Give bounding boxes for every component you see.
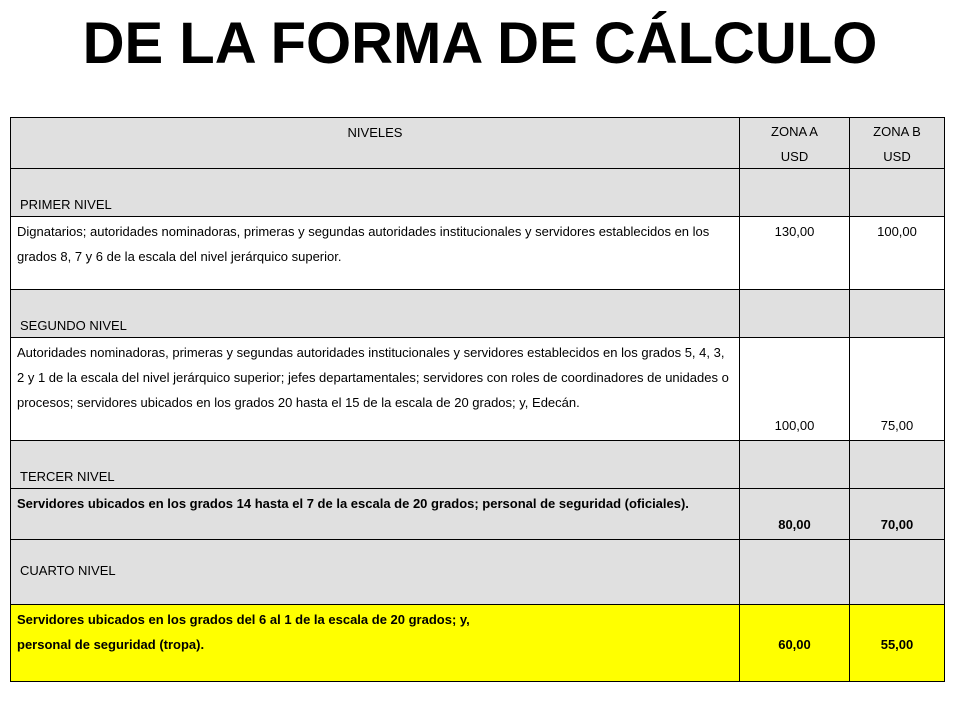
level-2-name [10,289,740,338]
level-4-zona-a [739,604,850,682]
level-2-name-zona-a [739,289,850,338]
level-4-name-zona-b [849,539,945,605]
level-4-description-line2: personal de seguridad (tropa). [17,637,205,652]
level-3-zona-a-value: 80,00 [778,517,811,532]
level-3-description [10,488,740,540]
header-zona-a-line2: USD [780,149,809,164]
header-zona-b [849,117,945,169]
level-3-name-text: TERCER NIVEL [20,469,115,484]
level-2-description [10,337,740,441]
level-3-name [10,440,740,489]
level-3-description-text: Servidores ubicados en los grados 14 hasta el 7 de la escala de 20 grados; personal de seguridad (oficiales). [17,496,689,511]
level-1-name-zona-a [739,168,850,217]
header-zona-b-line2: USD [883,149,911,164]
level-2-name-zona-b [849,289,945,338]
level-4-zona-a-value: 60,00 [778,637,811,652]
level-1-name-zona-b [849,168,945,217]
level-1-zona-b [849,216,945,290]
level-3-zona-b-value: 70,00 [880,517,914,532]
level-1-name [10,168,740,217]
level-4-zona-b [849,604,945,682]
level-2-zona-b-value: 75,00 [880,418,914,433]
level-2-zona-a-value: 100,00 [774,418,815,433]
level-4-description [10,604,740,682]
level-4-name-zona-a [739,539,850,605]
level-4-zona-b-value: 55,00 [880,637,914,652]
level-4-name [10,539,740,605]
header-zona-b-line1: ZONA B [873,124,921,139]
level-3-name-zona-b [849,440,945,489]
level-1-zona-a [739,216,850,290]
level-1-name-text: PRIMER NIVEL [20,197,112,212]
level-4-name-text: CUARTO NIVEL [20,563,116,578]
level-2-description-text: Autoridades nominadoras, primeras y segundas autoridades institucionales y servidores establecidos en los grados 5, 4, 3, 2 y 1 de la escala del nivel jerárquico superior; jefes departamentales; servidores con roles de coordinadores de unidades o procesos; servidores ubicados en los grados 20 hasta el 15 de la escala de 20 grados; y, Edecán. [17,345,729,410]
level-3-name-zona-a [739,440,850,489]
level-2-zona-b [849,337,945,441]
header-zona-a-line1: ZONA A [771,124,818,139]
level-2-zona-a [739,337,850,441]
level-1-description [10,216,740,290]
level-3-zona-a [739,488,850,540]
header-niveles [10,117,740,169]
level-1-zona-a-value: 130,00 [774,224,815,239]
page-title: DE LA FORMA DE CÁLCULO [82,11,878,76]
header-zona-a [739,117,850,169]
level-3-zona-b [849,488,945,540]
level-4-description-line1: Servidores ubicados en los grados del 6 al 1 de la escala de 20 grados; y, [17,612,470,627]
level-2-name-text: SEGUNDO NIVEL [20,318,127,333]
level-1-description-text: Dignatarios; autoridades nominadoras, primeras y segundas autoridades institucionales y servidores establecidos en los grados 8, 7 y 6 de la escala del nivel jerárquico superior. [17,224,710,264]
level-1-zona-b-value: 100,00 [877,224,917,239]
header-niveles-label: NIVELES [347,125,403,140]
